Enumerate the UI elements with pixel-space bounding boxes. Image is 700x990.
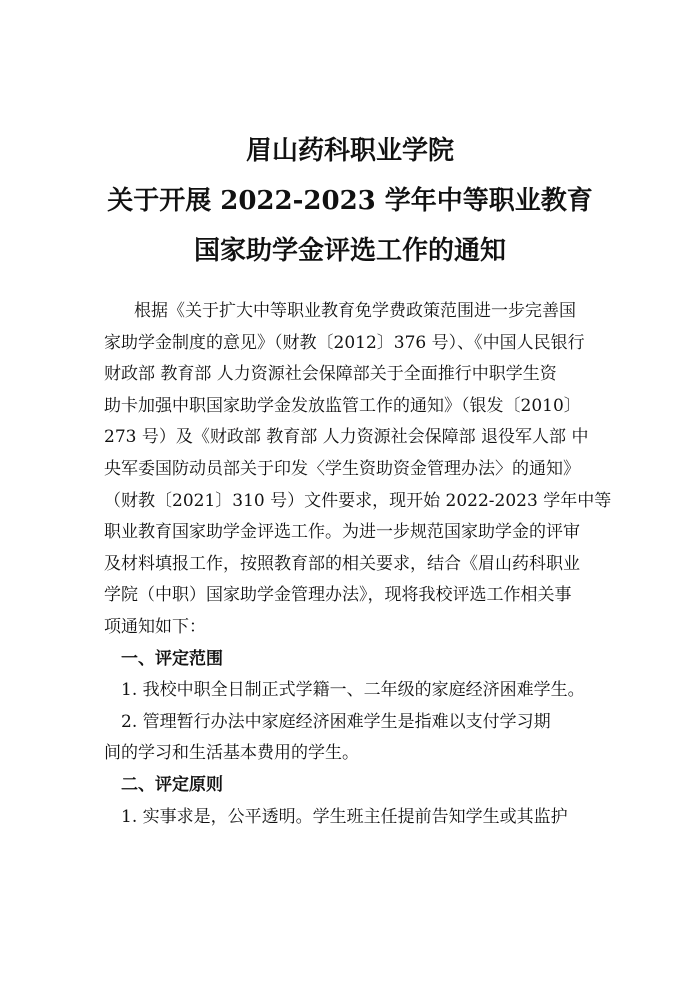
body-line: 财政部 教育部 人力资源社会保障部关于全面推行中职学生资 bbox=[104, 364, 557, 385]
title-line-3: 国家助学金评选工作的通知 bbox=[193, 236, 506, 266]
body-line: 家助学金制度的意见》（财教〔2012〕376 号）、《中国人民银行 bbox=[104, 332, 585, 353]
body-line: 职业教育国家助学金评选工作。为进一步规范国家助学金的评审 bbox=[104, 522, 580, 543]
body-line: 助卡加强中职国家助学金发放监管工作的通知》（银发〔2010〕 bbox=[104, 395, 581, 416]
document-title bbox=[0, 126, 700, 276]
body-line: （财教〔2021〕310 号）文件要求，现开始 2022-2023 学年中等 bbox=[104, 490, 612, 511]
body-line: 央军委国防动员部关于印发〈学生资助资金管理办法〉的通知》 bbox=[104, 458, 580, 479]
body-line: 学院（中职）国家助学金管理办法》，现将我校评选工作相关事 bbox=[104, 585, 572, 606]
title-line-2: 关于开展 2022-2023 学年中等职业教育 bbox=[107, 186, 593, 216]
section-heading: 二、评定原则 bbox=[121, 774, 223, 795]
section-heading: 一、评定范围 bbox=[121, 648, 223, 669]
body-line: 根据《关于扩大中等职业教育免学费政策范围进一步完善国 bbox=[134, 301, 576, 321]
title-line-1: 眉山药科职业学院 bbox=[245, 136, 454, 166]
body-line: 项通知如下： bbox=[104, 616, 206, 637]
body-line: 间的学习和生活基本费用的学生。 bbox=[104, 743, 359, 764]
body-line: 1. 实事求是，公平透明。学生班主任提前告知学生或其监护 bbox=[121, 806, 568, 827]
body-line: 及材料填报工作，按照教育部的相关要求，结合《眉山药科职业 bbox=[104, 553, 580, 574]
body-line: 273 号）及《财政部 教育部 人力资源社会保障部 退役军人部 中 bbox=[104, 427, 589, 448]
body-line: 1. 我校中职全日制正式学籍一、二年级的家庭经济困难学生。 bbox=[121, 680, 585, 701]
document-body bbox=[104, 296, 624, 833]
body-line: 2. 管理暂行办法中家庭经济困难学生是指难以支付学习期 bbox=[121, 711, 551, 732]
